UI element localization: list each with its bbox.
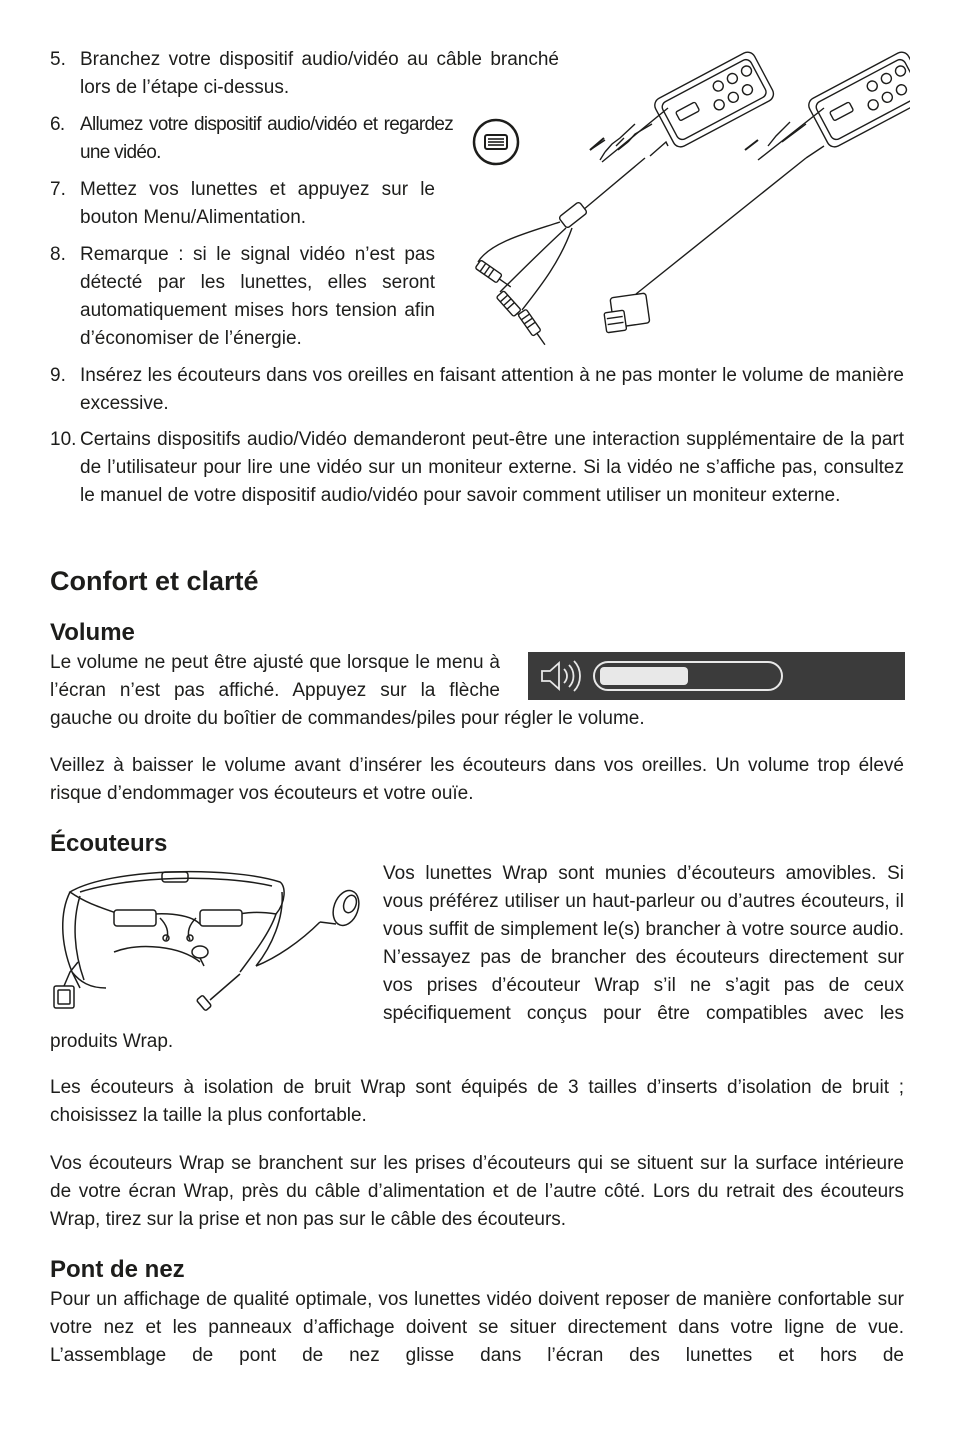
pont-de-nez-paragraph: Pour un affichage de qualité optimale, vos lunettes vidéo doivent reposer de manière confortable sur votre nez et les panneaux d’affichage doivent se situer directement dans votre ligne de vue. L’assemblage de pont de nez glisse dans l’écran des lunettes et hors de — [50, 1289, 904, 1366]
list-item — [50, 362, 904, 418]
volume-heading: Volume — [50, 619, 135, 646]
step-text: Allumez votre dispositif audio/vidéo et regardez une vidéo. — [80, 114, 453, 163]
step-text: Insérez les écouteurs dans vos oreilles en faisant attention à ne pas monter le volume de manière excessive. — [80, 365, 904, 414]
step-number: 10. — [50, 429, 77, 450]
list-item — [50, 111, 453, 167]
step-text: Mettez vos lunettes et appuyez sur le bouton Menu/Alimentation. — [80, 179, 435, 228]
step-number: 9. — [50, 365, 66, 386]
step-number: 5. — [50, 49, 66, 70]
volume-paragraph-2: Veillez à baisser le volume avant d’insérer les écouteurs dans vos oreilles. Un volume trop élevé risque d’endommager vos écouteurs et votre ouïe. — [50, 755, 904, 804]
list-item — [50, 241, 435, 353]
volume-paragraph-1: Le volume ne peut être ajusté que lorsque le menu à l’écran n’est pas affiché. Appuyez sur la flèche gauche ou droite du boîtier de commandes/piles pour régler le volume. — [50, 652, 645, 729]
list-item — [50, 426, 904, 510]
ecouteurs-paragraph-3: Vos écouteurs Wrap se branchent sur les prises d’écouteurs qui se situent sur la surface intérieure de votre écran Wrap, près du câble d’alimentation et de l’autre côté. Lors du retrait des écouteurs Wrap, tirez sur la prise et non pas sur le câble des écouteurs. — [50, 1153, 904, 1230]
step-number: 8. — [50, 244, 66, 265]
step-text: Remarque : si le signal vidéo n’est pas détecté par les lunettes, elles seront automatiquement mises hors tension afin d’économiser de l’énergie. — [80, 244, 435, 349]
step-number: 6. — [50, 114, 65, 135]
ecouteurs-paragraph-1: Vos lunettes Wrap sont munies d’écouteurs amovibles. Si vous préférez utiliser un haut-parleur ou d’autres écouteurs, il vous suffit de simplement le(s) brancher à votre source audio. N’essayez pas de brancher des écouteurs directement sur vos prises d’écouteur Wrap s’il ne s’agit pas de ceux spécifiquement conçus pour être compatibles avec les produits Wrap. — [50, 863, 904, 1052]
list-item — [50, 176, 435, 232]
step-text: Certains dispositifs audio/Vidéo demanderont peut-être une interaction supplémentaire de la part de l’utilisateur pour lire une vidéo sur un moniteur externe. Si la vidéo ne s’affiche pas, consultez le manuel de votre dispositif audio/vidéo pour savoir comment utiliser un moniteur externe. — [80, 429, 904, 506]
pont-de-nez-heading: Pont de nez — [50, 1256, 185, 1283]
section-title: Confort et clarté — [50, 566, 259, 596]
ecouteurs-paragraph-2: Les écouteurs à isolation de bruit Wrap sont équipés de 3 tailles d’inserts d’isolation de bruit ; choisissez la taille la plus confortable. — [50, 1077, 904, 1126]
ecouteurs-heading: Écouteurs — [50, 830, 168, 857]
cable-adapter-illustration — [440, 42, 910, 352]
step-text: Branchez votre dispositif audio/vidéo au câble branché lors de l’étape ci-dessus. — [80, 49, 559, 98]
step-number: 7. — [50, 179, 66, 200]
